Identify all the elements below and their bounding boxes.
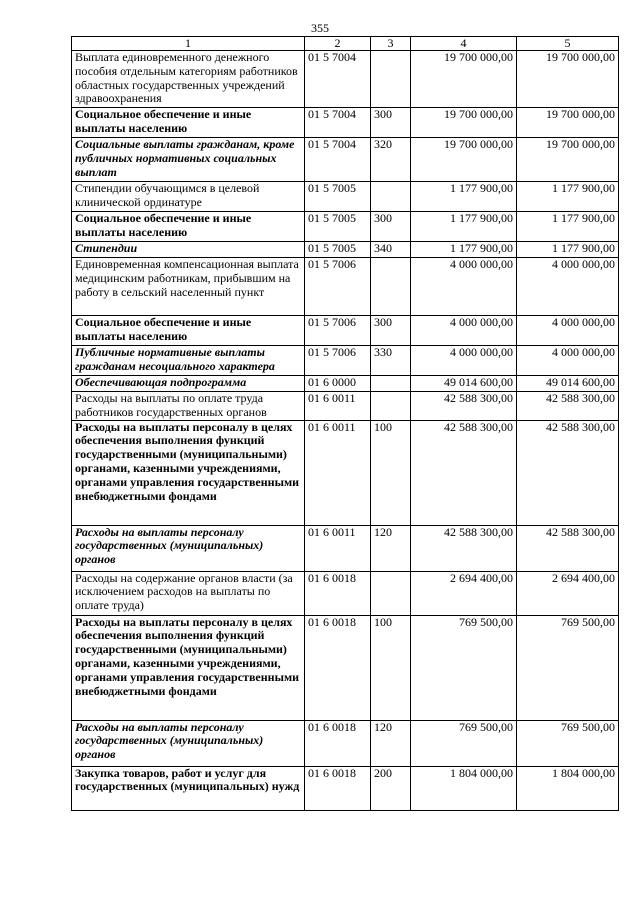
row-amount-cell: 1 177 900,00	[411, 182, 517, 212]
row-name-cell: Публичные нормативные выплаты гражданам несоциального характера	[72, 346, 305, 376]
row-code-cell: 01 6 0011	[305, 420, 371, 525]
table-row	[72, 316, 619, 346]
row-code-cell: 01 5 7006	[305, 258, 371, 316]
row-amount-cell: 1 177 900,00	[517, 212, 619, 242]
row-name-cell: Расходы на выплаты персоналу государственных (муниципальных) органов	[72, 525, 305, 571]
row-amount-cell: 49 014 600,00	[411, 376, 517, 392]
row-amount-cell: 42 588 300,00	[517, 392, 619, 421]
table-row	[72, 766, 619, 810]
row-type-cell	[371, 392, 411, 421]
table-row	[72, 571, 619, 615]
row-amount-cell: 42 588 300,00	[517, 525, 619, 571]
row-amount-cell: 49 014 600,00	[517, 376, 619, 392]
row-name-cell: Расходы на выплаты по оплате труда работников государственных органов	[72, 392, 305, 421]
row-type-cell: 120	[371, 720, 411, 766]
table-row	[72, 615, 619, 720]
row-amount-cell: 4 000 000,00	[411, 346, 517, 376]
row-name-cell: Единовременная компенсационная выплата медицинским работникам, прибывшим на работу в сельский населенный пункт	[72, 258, 305, 316]
row-code-cell: 01 6 0018	[305, 571, 371, 615]
table-row	[72, 108, 619, 138]
row-amount-cell: 19 700 000,00	[411, 108, 517, 138]
row-code-cell: 01 5 7005	[305, 182, 371, 212]
row-name-cell: Стипендии обучающимся в целевой клинической ординатуре	[72, 182, 305, 212]
row-amount-cell: 19 700 000,00	[517, 108, 619, 138]
row-amount-cell: 1 177 900,00	[517, 242, 619, 258]
row-code-cell: 01 6 0011	[305, 525, 371, 571]
row-amount-cell: 4 000 000,00	[411, 258, 517, 316]
row-amount-cell: 4 000 000,00	[517, 258, 619, 316]
row-amount-cell: 4 000 000,00	[411, 316, 517, 346]
row-amount-cell: 1 804 000,00	[411, 766, 517, 810]
column-header: 2	[305, 37, 371, 51]
table-row	[72, 392, 619, 421]
row-code-cell: 01 6 0018	[305, 720, 371, 766]
row-amount-cell: 19 700 000,00	[517, 138, 619, 182]
row-type-cell	[371, 182, 411, 212]
row-name-cell: Социальное обеспечение и иные выплаты населению	[72, 316, 305, 346]
row-amount-cell: 1 177 900,00	[411, 242, 517, 258]
row-type-cell: 330	[371, 346, 411, 376]
row-code-cell: 01 5 7006	[305, 316, 371, 346]
table-row	[72, 720, 619, 766]
row-amount-cell: 42 588 300,00	[517, 420, 619, 525]
row-name-cell: Выплата единовременного денежного пособия отдельным категориям работников областных государственных учреждений здравоохранения	[72, 51, 305, 108]
row-type-cell: 100	[371, 420, 411, 525]
table-row	[72, 258, 619, 316]
row-type-cell: 300	[371, 316, 411, 346]
table-row	[72, 138, 619, 182]
row-type-cell: 120	[371, 525, 411, 571]
row-code-cell: 01 6 0011	[305, 392, 371, 421]
row-amount-cell: 19 700 000,00	[517, 51, 619, 108]
row-code-cell: 01 6 0018	[305, 615, 371, 720]
row-amount-cell: 42 588 300,00	[411, 392, 517, 421]
row-code-cell: 01 6 0000	[305, 376, 371, 392]
row-type-cell	[371, 258, 411, 316]
row-type-cell: 300	[371, 212, 411, 242]
row-type-cell	[371, 376, 411, 392]
row-name-cell: Обеспечивающая подпрограмма	[72, 376, 305, 392]
row-amount-cell: 19 700 000,00	[411, 138, 517, 182]
table-row	[72, 376, 619, 392]
row-amount-cell: 1 177 900,00	[411, 212, 517, 242]
budget-table	[71, 36, 619, 811]
row-amount-cell: 1 804 000,00	[517, 766, 619, 810]
row-amount-cell: 1 177 900,00	[517, 182, 619, 212]
table-row	[72, 51, 619, 108]
row-name-cell: Расходы на выплаты персоналу государственных (муниципальных) органов	[72, 720, 305, 766]
row-type-cell: 200	[371, 766, 411, 810]
row-name-cell: Расходы на содержание органов власти (за исключением расходов на выплаты по оплате труда)	[72, 571, 305, 615]
row-code-cell: 01 5 7004	[305, 51, 371, 108]
row-amount-cell: 769 500,00	[517, 720, 619, 766]
row-name-cell: Закупка товаров, работ и услуг для государственных (муниципальных) нужд	[72, 766, 305, 810]
row-name-cell: Социальное обеспечение и иные выплаты населению	[72, 108, 305, 138]
table-row	[72, 212, 619, 242]
row-type-cell	[371, 51, 411, 108]
table-row	[72, 420, 619, 525]
row-amount-cell: 4 000 000,00	[517, 316, 619, 346]
row-amount-cell: 2 694 400,00	[517, 571, 619, 615]
column-header: 1	[72, 37, 305, 51]
row-name-cell: Социальные выплаты гражданам, кроме публичных нормативных социальных выплат	[72, 138, 305, 182]
row-code-cell: 01 5 7004	[305, 108, 371, 138]
row-amount-cell: 42 588 300,00	[411, 525, 517, 571]
row-amount-cell: 2 694 400,00	[411, 571, 517, 615]
table-row	[72, 346, 619, 376]
row-code-cell: 01 5 7005	[305, 212, 371, 242]
row-code-cell: 01 5 7005	[305, 242, 371, 258]
row-amount-cell: 769 500,00	[517, 615, 619, 720]
row-name-cell: Расходы на выплаты персоналу в целях обеспечения выполнения функций государственными (муниципальными) органами, казенными учреждениями, органами управления государственными внебюджетными фондами	[72, 420, 305, 525]
row-amount-cell: 769 500,00	[411, 720, 517, 766]
row-amount-cell: 4 000 000,00	[517, 346, 619, 376]
table-row	[72, 242, 619, 258]
row-type-cell	[371, 571, 411, 615]
row-amount-cell: 19 700 000,00	[411, 51, 517, 108]
row-type-cell: 340	[371, 242, 411, 258]
row-amount-cell: 769 500,00	[411, 615, 517, 720]
row-name-cell: Расходы на выплаты персоналу в целях обеспечения выполнения функций государственными (муниципальными) органами, казенными учреждениями, органами управления государственными внебюджетными фондами	[72, 615, 305, 720]
row-amount-cell: 42 588 300,00	[411, 420, 517, 525]
page-number: 355	[311, 21, 329, 35]
row-type-cell: 300	[371, 108, 411, 138]
row-code-cell: 01 5 7004	[305, 138, 371, 182]
column-header: 3	[371, 37, 411, 51]
row-code-cell: 01 6 0018	[305, 766, 371, 810]
row-name-cell: Стипендии	[72, 242, 305, 258]
column-header: 4	[411, 37, 517, 51]
row-type-cell: 100	[371, 615, 411, 720]
column-number-row	[72, 37, 619, 51]
row-name-cell: Социальное обеспечение и иные выплаты населению	[72, 212, 305, 242]
row-type-cell: 320	[371, 138, 411, 182]
table-row	[72, 182, 619, 212]
row-code-cell: 01 5 7006	[305, 346, 371, 376]
table-row	[72, 525, 619, 571]
column-header: 5	[517, 37, 619, 51]
